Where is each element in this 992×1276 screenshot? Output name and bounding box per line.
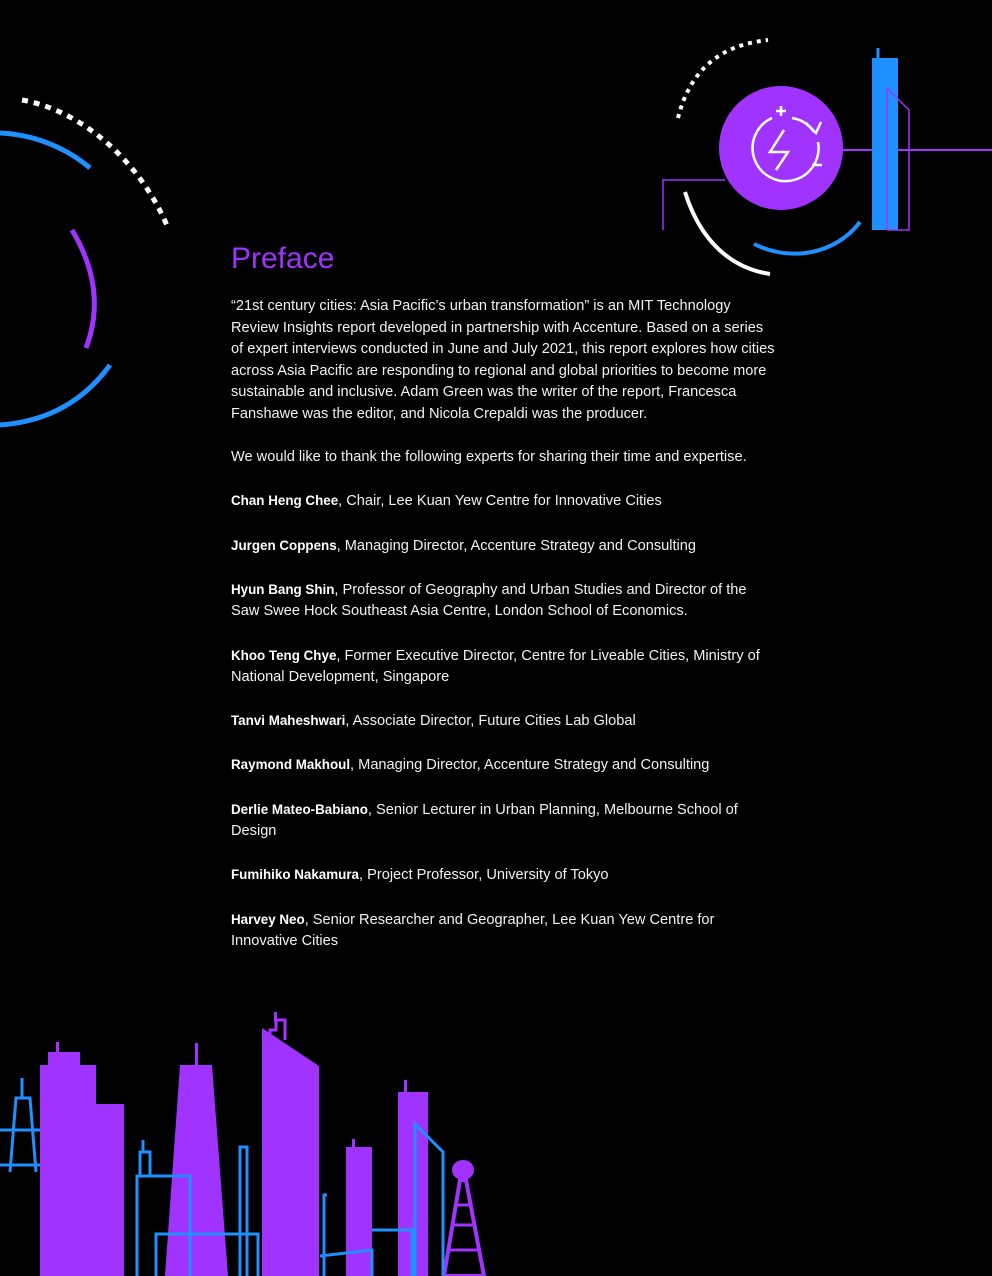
expert-role: , Former Executive Director, Centre for Liveable Cities, Ministry of National Development, Singapore: [231, 647, 760, 686]
expert-entry: [231, 909, 776, 953]
energy-emblem-decoration: [663, 40, 992, 274]
expert-role: , Managing Director, Accenture Strategy and Consulting: [336, 537, 697, 554]
skyline-decoration: [0, 1012, 484, 1276]
expert-name: Harvey Neo: [231, 911, 305, 927]
expert-name: Derlie Mateo-Babiano: [231, 801, 368, 817]
page-title: Preface: [231, 242, 335, 275]
expert-name: Chan Heng Chee: [231, 493, 339, 509]
expert-entry: [231, 754, 776, 777]
expert-entry: [231, 645, 776, 689]
expert-entry: [231, 535, 776, 558]
expert-entry: [231, 710, 776, 733]
preface-content: [231, 240, 776, 974]
expert-entry: [231, 864, 776, 887]
expert-role: , Chair, Lee Kuan Yew Centre for Innovative Cities: [338, 493, 662, 510]
thanks-paragraph: We would like to thank the following experts for sharing their time and expertise.: [231, 449, 747, 466]
expert-role: , Project Professor, University of Tokyo: [359, 867, 609, 884]
expert-role: , Managing Director, Accenture Strategy and Consulting: [350, 757, 710, 774]
expert-name: Hyun Bang Shin: [231, 581, 335, 597]
expert-name: Fumihiko Nakamura: [231, 867, 359, 883]
expert-name: Raymond Makhoul: [231, 757, 351, 773]
left-arcs-decoration: [0, 100, 168, 425]
expert-role: , Associate Director, Future Cities Lab Global: [345, 713, 636, 730]
expert-name: Tanvi Maheshwari: [231, 713, 346, 729]
expert-role: , Professor of Geography and Urban Studies and Director of the Saw Swee Hock Southeast Asia Centre, London School of Economics.: [231, 581, 747, 620]
expert-entry: [231, 579, 776, 623]
expert-name: Khoo Teng Chye: [231, 647, 337, 663]
expert-role: , Senior Lecturer in Urban Planning, Melbourne School of Design: [231, 801, 738, 840]
expert-role: , Senior Researcher and Geographer, Lee Kuan Yew Centre for Innovative Cities: [231, 911, 715, 950]
expert-entry: [231, 490, 776, 513]
intro-paragraph: “21st century cities: Asia Pacific’s urban transformation” is an MIT Technology Review Insights report developed in partnership with Accenture. Based on a series of expert interviews conducted in June and July 2021, this report explores how cities across Asia Pacific are responding to regional and global priorities to become more sustainable and inclusive. Adam Green was the writer of the report, Francesca Fanshawe was the editor, and Nicola Crepaldi was the producer.: [231, 298, 775, 422]
expert-entry: [231, 799, 776, 843]
expert-name: Jurgen Coppens: [231, 537, 337, 553]
